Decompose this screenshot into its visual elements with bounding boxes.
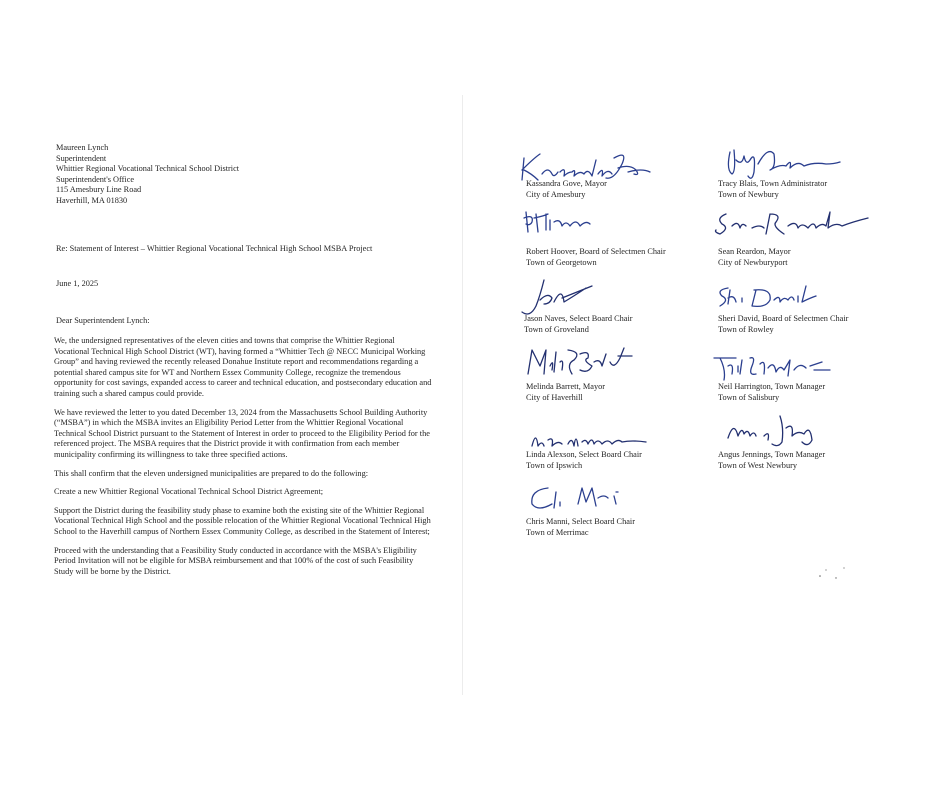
signatory-town: Town of Groveland	[524, 325, 589, 334]
recipient-line: Maureen Lynch	[56, 143, 109, 152]
signature-image	[712, 208, 882, 238]
body-paragraph: We have reviewed the letter to you dated December 13, 2024 from the Massachusetts School Building Authority (“MSBA”) in which the MSBA invites an Eligibility Period Letter from the Whittier Regional Vocational Technical School District pursuant to the Statement of Interest in order to proceed to the Eligibility Period for the referenced project. The MSBA requires that the District provide it with confirmation from each member municipality confirming its willingness to take three specified actions.	[54, 407, 430, 459]
salutation: Dear Superintendent Lynch:	[56, 316, 150, 325]
signatory-kassandra-gove	[526, 178, 607, 200]
signatory-town: Town of West Newbury	[718, 461, 798, 470]
signatory-town: City of Amesbury	[526, 190, 586, 199]
signatory-linda-alexson	[526, 449, 642, 471]
recipient-line: Haverhill, MA 01830	[56, 195, 128, 205]
body-paragraph: This shall confirm that the eleven undersigned municipalities are prepared to do the following:	[54, 468, 369, 478]
signatory-town: City of Haverhill	[526, 393, 583, 402]
subject-line: Re: Statement of Interest – Whittier Regional Vocational Technical High School MSBA Project	[56, 244, 373, 253]
signatory-tracy-blais	[718, 178, 827, 200]
body-paragraph: Support the District during the feasibility study phase to examine both the existing site of the Whittier Regional Vocational Technical High School and the possible relocation of the Whittier Regional Vocational Technical High School to the Haverhill campus of Northern Essex Community College, as described in the Statement of Interest;	[54, 505, 431, 536]
signatory-sean-reardon	[718, 246, 791, 268]
letter-page	[0, 0, 462, 700]
signatory-neil-harrington	[718, 381, 825, 403]
signatory-town: City of Newburyport	[718, 258, 788, 267]
signatory-town: Town of Merrimac	[526, 528, 589, 537]
signatory-town: Town of Georgetown	[526, 258, 597, 267]
signatory-name: Chris Manni, Select Board Chair	[526, 517, 635, 526]
signature-image	[722, 142, 852, 182]
signatory-town: Town of Salisbury	[718, 393, 780, 402]
signatory-name: Angus Jennings, Town Manager	[718, 450, 826, 459]
signatory-name: Kassandra Gove, Mayor	[526, 179, 607, 188]
signatory-name: Sean Reardon, Mayor	[718, 247, 791, 256]
signatory-melinda-barrett	[526, 381, 605, 403]
signatory-name: Melinda Barrett, Mayor	[526, 382, 606, 391]
body-paragraph: Proceed with the understanding that a Feasibility Study conducted in accordance with the MSBA's Eligibility Period Invitation will not be eligible for MSBA reimbursement and that 100% of the cost of such Feasibility Study will be borne by the District.	[54, 545, 417, 576]
signature-image	[714, 282, 834, 312]
body-paragraph: Create a new Whittier Regional Vocational Technical School District Agreement;	[54, 487, 324, 497]
signatory-jason-naves	[524, 313, 633, 335]
signatory-name: Tracy Blais, Town Administrator	[718, 179, 828, 188]
recipient-line: 115 Amesbury Line Road	[56, 185, 142, 195]
page-divider	[462, 95, 463, 695]
recipient-line: Whittier Regional Vocational Technical School District	[56, 164, 240, 174]
signature-image	[724, 412, 824, 448]
signatory-name: Linda Alexson, Select Board Chair	[526, 450, 642, 459]
signature-image	[522, 344, 642, 380]
signatory-name: Robert Hoover, Board of Selectmen Chair	[526, 247, 666, 256]
recipient-address	[56, 143, 416, 207]
signature-image	[526, 482, 636, 514]
letter-body	[54, 336, 432, 585]
scan-specks	[812, 562, 852, 584]
signatory-town: Town of Newbury	[718, 190, 779, 199]
signatory-name: Sheri David, Board of Selectmen Chair	[718, 314, 849, 323]
signature-image	[710, 352, 840, 384]
signature-image	[520, 208, 600, 236]
signatory-robert-hoover	[526, 246, 666, 268]
letter-date: June 1, 2025	[56, 279, 99, 288]
body-paragraph: We, the undersigned representatives of the eleven cities and towns that comprise the Whittier Regional Vocational Technical High School District (WT), having formed a “Whittier Tech @ NECC Municipal Working Group” and having reviewed the recently released Donahue Institute report and recommendations regarding a potential shared campus site for WT and Northern Essex Community College, recognize the tremendous opportunity for cost savings, expanded access to career and technical education, and postsecondary education and training such a shared campus could provide.	[54, 336, 432, 398]
recipient-line: Superintendent	[56, 153, 107, 163]
signatory-angus-jennings	[718, 449, 825, 471]
recipient-line: Superintendent's Office	[56, 174, 135, 184]
signatory-chris-manni	[526, 516, 635, 538]
signatory-town: Town of Ipswich	[526, 461, 583, 470]
signatory-name: Neil Harrington, Town Manager	[718, 382, 826, 391]
signatory-town: Town of Rowley	[718, 325, 774, 334]
signatory-name: Jason Naves, Select Board Chair	[524, 314, 633, 323]
signatory-sheri-david	[718, 313, 848, 335]
